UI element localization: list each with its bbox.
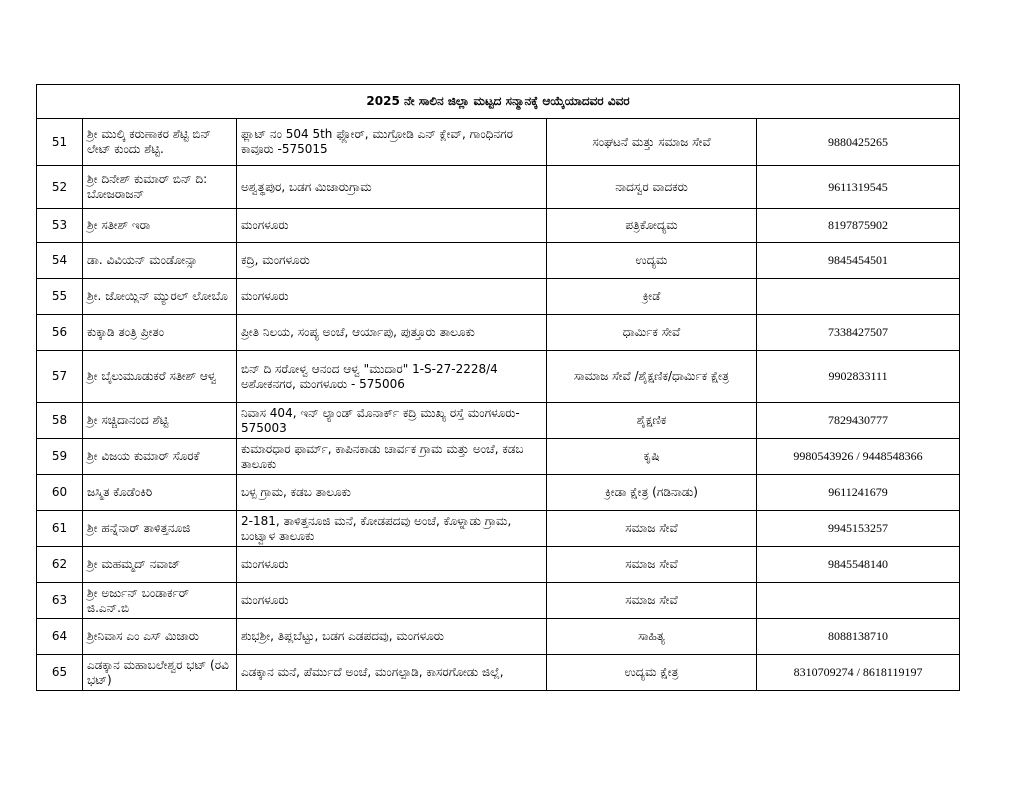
award-field: ನಾದಸ್ವರ ವಾದಕರು <box>547 166 757 209</box>
table-row <box>37 619 960 655</box>
serial-number: 65 <box>37 655 83 691</box>
table-row <box>37 547 960 583</box>
award-field: ಕ್ರೀಡಾ ಕ್ಷೇತ್ರ (ಗಡಿನಾಡು) <box>547 475 757 511</box>
awardee-name: ಎಡಕ್ಕಾನ ಮಹಾಬಲೇಶ್ವರ ಭಟ್ (ರವಿ ಭಟ್) <box>83 655 237 691</box>
awardee-name: ಶ್ರೀ ಸತೀಶ್ ಇರಾ <box>83 209 237 243</box>
table-row <box>37 243 960 279</box>
serial-number: 61 <box>37 511 83 547</box>
phone-number: 9880425265 <box>757 119 960 166</box>
phone-number: 9945153257 <box>757 511 960 547</box>
award-field: ಸಮಾಜ ಸೇವೆ <box>547 511 757 547</box>
table-row <box>37 439 960 475</box>
table-row <box>37 655 960 691</box>
award-field: ಕೃಷಿ <box>547 439 757 475</box>
phone-number: 9611241679 <box>757 475 960 511</box>
awardee-address: ನಿವಾಸ 404, ಇನ್ ಲ್ಯಾಂಡ್ ಮೊನಾರ್ಕ್ ಕದ್ರಿ ಮುಖ್ಯ ರಸ್ತೆ ಮಂಗಳೂರು- 575003 <box>237 403 547 439</box>
table-row <box>37 209 960 243</box>
phone-number: 9611319545 <box>757 166 960 209</box>
table-row <box>37 583 960 619</box>
awardee-address: ಕದ್ರಿ, ಮಂಗಳೂರು <box>237 243 547 279</box>
serial-number: 57 <box>37 351 83 403</box>
awardee-name: ಶ್ರೀ ಅರ್ಜುನ್ ಬಂಡಾರ್ಕರ್ ಜಿ.ಎನ್.ಬಿ <box>83 583 237 619</box>
serial-number: 60 <box>37 475 83 511</box>
awardee-address: ಶುಭಶ್ರೀ, ತಿಪ್ಲಬೆಟ್ಟು, ಬಡಗ ಎಡಪದವು, ಮಂಗಳೂರು <box>237 619 547 655</box>
serial-number: 58 <box>37 403 83 439</box>
serial-number: 62 <box>37 547 83 583</box>
serial-number: 55 <box>37 279 83 315</box>
serial-number: 56 <box>37 315 83 351</box>
awardee-address: ಮಂಗಳೂರು <box>237 547 547 583</box>
serial-number: 63 <box>37 583 83 619</box>
awardee-name: ಜಸ್ಮಿತ ಕೊಡೆಂಕಿರಿ <box>83 475 237 511</box>
title-row <box>37 85 960 119</box>
awardee-name: ಶ್ರೀ ದಿನೇಶ್ ಕುಮಾರ್ ಬಿನ್ ದಿ: ಬೋಜರಾಜನ್ <box>83 166 237 209</box>
table-row <box>37 475 960 511</box>
award-field: ಶೈಕ್ಷಣಿಕ <box>547 403 757 439</box>
award-field: ಧಾರ್ಮಿಕ ಸೇವೆ <box>547 315 757 351</box>
awardee-address: ಅಶ್ವತ್ಥಪುರ, ಬಡಗ ಮಿಜಾರುಗ್ರಾಮ <box>237 166 547 209</box>
awardee-name: ಶ್ರೀ. ಜೋಯ್ಲಿನ್ ಮ್ಯುರಲ್ ಲೋಬೊ <box>83 279 237 315</box>
document-title: 2025 ನೇ ಸಾಲಿನ ಜಿಲ್ಲಾ ಮಟ್ಟದ ಸನ್ಮಾನಕ್ಕೆ ಆಯ್ಕೆಯಾದವರ ವಿವರ <box>37 85 960 119</box>
table-row <box>37 351 960 403</box>
awardee-name: ಶ್ರೀನಿವಾಸ ಎಂ ಎಸ್ ಮಿಜಾರು <box>83 619 237 655</box>
award-field: ಸಮಾಜ ಸೇವೆ <box>547 547 757 583</box>
table-row <box>37 511 960 547</box>
table-row <box>37 119 960 166</box>
awardee-address: ಮಂಗಳೂರು <box>237 279 547 315</box>
awardee-name: ಶ್ರೀ ಮಹಮ್ಮದ್ ನವಾಜ್ <box>83 547 237 583</box>
phone-number: 9845548140 <box>757 547 960 583</box>
awardee-name: ಶ್ರೀ ಬೈಲುಮೂಡುಕರೆ ಸತೀಶ್ ಆಳ್ವ <box>83 351 237 403</box>
awardee-name: ಶ್ರೀ ಮುಲ್ಕಿ ಕರುಣಾಕರ ಶೆಟ್ಟಿ ಬಿನ್ ಲೇಟ್ ಕುಂದು ಶೆಟ್ಟಿ. <box>83 119 237 166</box>
awardee-address: ಮಂಗಳೂರು <box>237 209 547 243</box>
award-field: ಸಂಘಟನೆ ಮತ್ತು ಸಮಾಜ ಸೇವೆ <box>547 119 757 166</box>
phone-number: 9845454501 <box>757 243 960 279</box>
table-row <box>37 315 960 351</box>
table-row <box>37 279 960 315</box>
phone-number <box>757 279 960 315</box>
phone-number: 9980543926 / 9448548366 <box>757 439 960 475</box>
phone-number: 9902833111 <box>757 351 960 403</box>
serial-number: 51 <box>37 119 83 166</box>
awardee-address: ಫ್ಲಾಟ್ ನಂ 504 5th ಫ್ಲೋರ್, ಮುಗ್ರೋಡಿ ಎನ್ ಕ್ಲೇವ್, ಗಾಂಧಿನಗರ ಕಾವೂರು -575015 <box>237 119 547 166</box>
serial-number: 54 <box>37 243 83 279</box>
awardee-name: ಶ್ರೀ ಸಚ್ಚಿದಾನಂದ ಶೆಟ್ಟಿ <box>83 403 237 439</box>
phone-number: 7829430777 <box>757 403 960 439</box>
awardee-address: ಎಡಕ್ಕಾನ ಮನೆ, ಪೆರ್ಮುದೆ ಅಂಚೆ, ಮಂಗಲ್ಪಾಡಿ, ಕಾಸರಗೋಡು ಜಿಲ್ಲೆ, <box>237 655 547 691</box>
award-field: ಸಾಹಿತ್ಯ <box>547 619 757 655</box>
award-field: ಉದ್ಯಮ <box>547 243 757 279</box>
phone-number <box>757 583 960 619</box>
awardee-address: ಬಳ್ಪ ಗ್ರಾಮ, ಕಡಬ ತಾಲೂಕು <box>237 475 547 511</box>
award-field: ಸಾಮಾಜ ಸೇವೆ /ಶೈಕ್ಷಣಿಕ/ಧಾರ್ಮಿಕ ಕ್ಷೇತ್ರ <box>547 351 757 403</box>
awardee-address: ಮಂಗಳೂರು <box>237 583 547 619</box>
serial-number: 53 <box>37 209 83 243</box>
phone-number: 7338427507 <box>757 315 960 351</box>
awardee-name: ಡಾ. ವಿವಿಯನ್ ಮಂಡೋನ್ಸಾ <box>83 243 237 279</box>
awardee-address: 2-181, ತಾಳಿತ್ತನೂಜಿ ಮನೆ, ಕೋಡಪದವು ಅಂಚೆ, ಕೊಳ್ನಾಡು ಗ್ರಾಮ, ಬಂಟ್ವಾಳ ತಾಲೂಕು <box>237 511 547 547</box>
phone-number: 8088138710 <box>757 619 960 655</box>
awardee-name: ಶ್ರೀ ಹನ್ನೆನಾರ್ ತಾಳಿತ್ತನೂಜಿ <box>83 511 237 547</box>
award-field: ಉದ್ಯಮ ಕ್ಷೇತ್ರ <box>547 655 757 691</box>
table-row <box>37 166 960 209</box>
table-row <box>37 403 960 439</box>
awardee-address: ಬಿನ್ ದಿ ಸರೋಳ್ವ ಆನಂದ ಆಳ್ವ "ಮುದಾರ" 1-S-27-2228/4 ಅಶೋಕನಗರ, ಮಂಗಳೂರು - 575006 <box>237 351 547 403</box>
awardee-name: ಶ್ರೀ ವಿಜಯ ಕುಮಾರ್ ಸೊರಕೆ <box>83 439 237 475</box>
table-body <box>37 85 960 691</box>
awards-table <box>36 84 960 691</box>
serial-number: 64 <box>37 619 83 655</box>
serial-number: 52 <box>37 166 83 209</box>
award-field: ಸಮಾಜ ಸೇವೆ <box>547 583 757 619</box>
serial-number: 59 <box>37 439 83 475</box>
awardee-address: ಪ್ರೀತಿ ನಿಲಯ, ಸಂಪ್ಯ ಅಂಚೆ, ಆರ್ಯಾಪು, ಪುತ್ತೂರು ತಾಲೂಕು <box>237 315 547 351</box>
phone-number: 8310709274 / 8618119197 <box>757 655 960 691</box>
awardee-name: ಕುಕ್ಕಾಡಿ ತಂತ್ರಿ ಪ್ರೀತಂ <box>83 315 237 351</box>
phone-number: 8197875902 <box>757 209 960 243</box>
award-field: ಪತ್ರಿಕೋದ್ಯಮ <box>547 209 757 243</box>
awardee-address: ಕುಮಾರಧಾರ ಫಾರ್ಮ್, ಕಾಪಿನಕಾಡು ಚಾರ್ವಕ ಗ್ರಾಮ ಮತ್ತು ಅಂಚೆ, ಕಡಬ ತಾಲೂಕು <box>237 439 547 475</box>
award-field: ಕ್ರೀಡೆ <box>547 279 757 315</box>
